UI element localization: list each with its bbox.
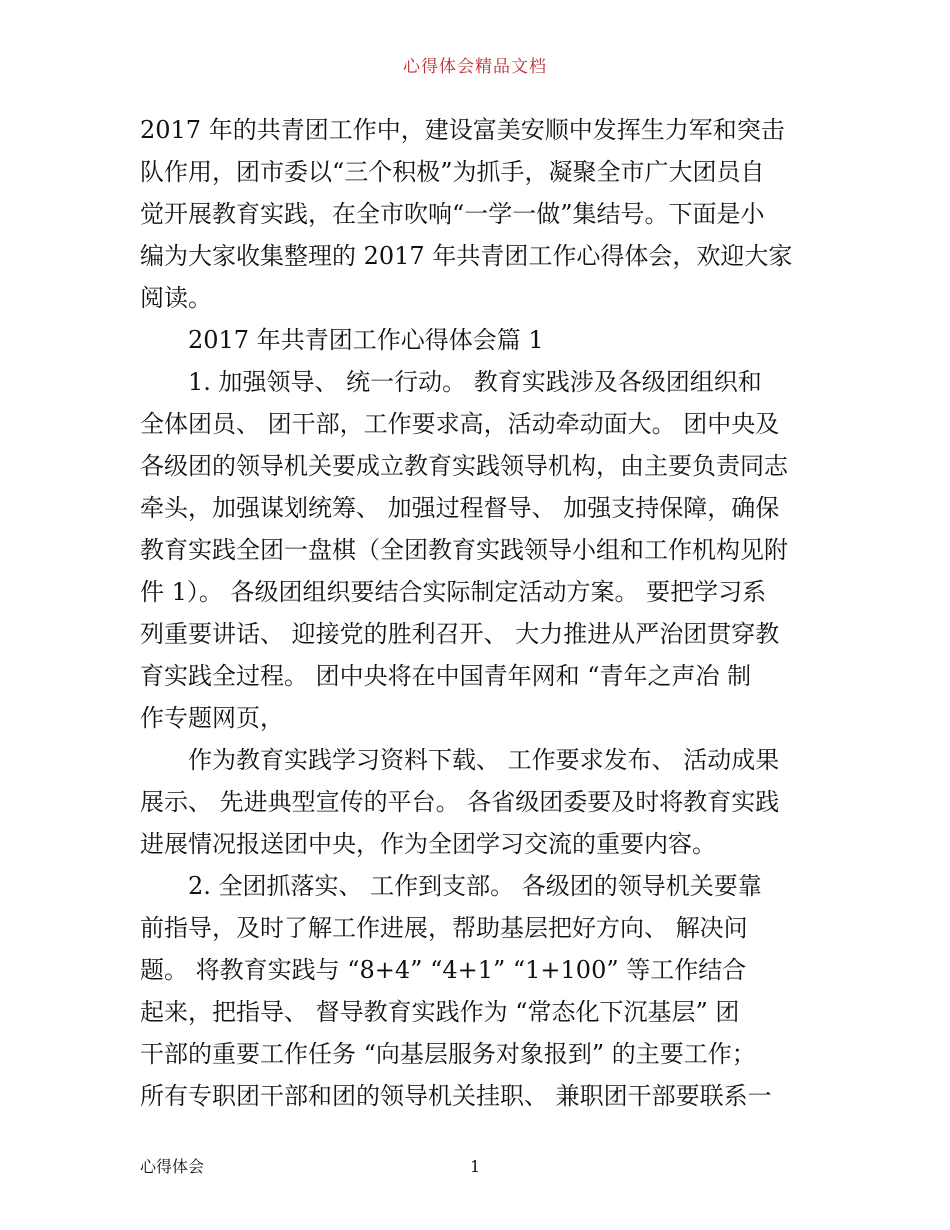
body-line: 展示、 先进典型宣传的平台。 各省级团委要及时将教育实践 <box>140 788 780 816</box>
body-line: 题。 将教育实践与 “8+4” “4+1” “1+100” 等工作结合 <box>140 956 747 984</box>
body-line: 阅读。 <box>140 284 212 312</box>
footer-label: 心得体会 <box>140 1157 205 1176</box>
body-line: 前指导，及时了解工作进展，帮助基层把好方向、 解决问 <box>140 914 748 942</box>
body-line: 进展情况报送团中央，作为全团学习交流的重要内容。 <box>140 830 716 858</box>
page-header-title: 心得体会精品文档 <box>403 57 547 77</box>
body-line: 作专题网页， <box>140 704 284 732</box>
document-body <box>140 109 812 1117</box>
body-line: 1. 加强领导、 统一行动。 教育实践涉及各级团组织和 <box>188 368 762 396</box>
body-line: 2. 全团抓落实、 工作到支部。 各级团的领导机关要靠 <box>188 872 762 900</box>
section-heading: 2017 年共青团工作心得体会篇 1 <box>188 326 544 354</box>
body-line: 牵头，加强谋划统筹、 加强过程督导、 加强支持保障，确保 <box>140 494 780 522</box>
body-line: 编为大家收集整理的 2017 年共青团工作心得体会，欢迎大家 <box>140 242 793 270</box>
page-number: 1 <box>470 1157 481 1176</box>
body-line: 教育实践全团一盘棋（全团教育实践领导小组和工作机构见附 <box>140 536 788 564</box>
body-line: 全体团员、 团干部，工作要求高，活动牵动面大。 团中央及 <box>140 410 780 438</box>
body-line: 育实践全过程。 团中央将在中国青年网和 “青年之声冶 制 <box>140 662 752 690</box>
body-line: 件 1）。 各级团组织要结合实际制定活动方案。 要把学习系 <box>140 578 767 606</box>
body-line: 干部的重要工作任务 “向基层服务对象报到” 的主要工作； <box>140 1040 756 1068</box>
body-line: 2017 年的共青团工作中，建设富美安顺中发挥生力军和突击 <box>140 116 785 144</box>
body-line: 队作用，团市委以“三个积极”为抓手，凝聚全市广大团员自 <box>140 158 765 186</box>
body-line: 起来，把指导、 督导教育实践作为 “常态化下沉基层” 团 <box>140 998 740 1026</box>
body-line: 各级团的领导机关要成立教育实践领导机构，由主要负责同志 <box>140 452 788 480</box>
body-line: 所有专职团干部和团的领导机关挂职、 兼职团干部要联系一 <box>140 1082 772 1110</box>
body-line: 觉开展教育实践，在全市吹响“一学一做”集结号。下面是小 <box>140 200 765 228</box>
body-line: 作为教育实践学习资料下载、 工作要求发布、 活动成果 <box>188 746 780 774</box>
body-line: 列重要讲话、 迎接党的胜利召开、 大力推进从严治团贯穿教 <box>140 620 780 648</box>
